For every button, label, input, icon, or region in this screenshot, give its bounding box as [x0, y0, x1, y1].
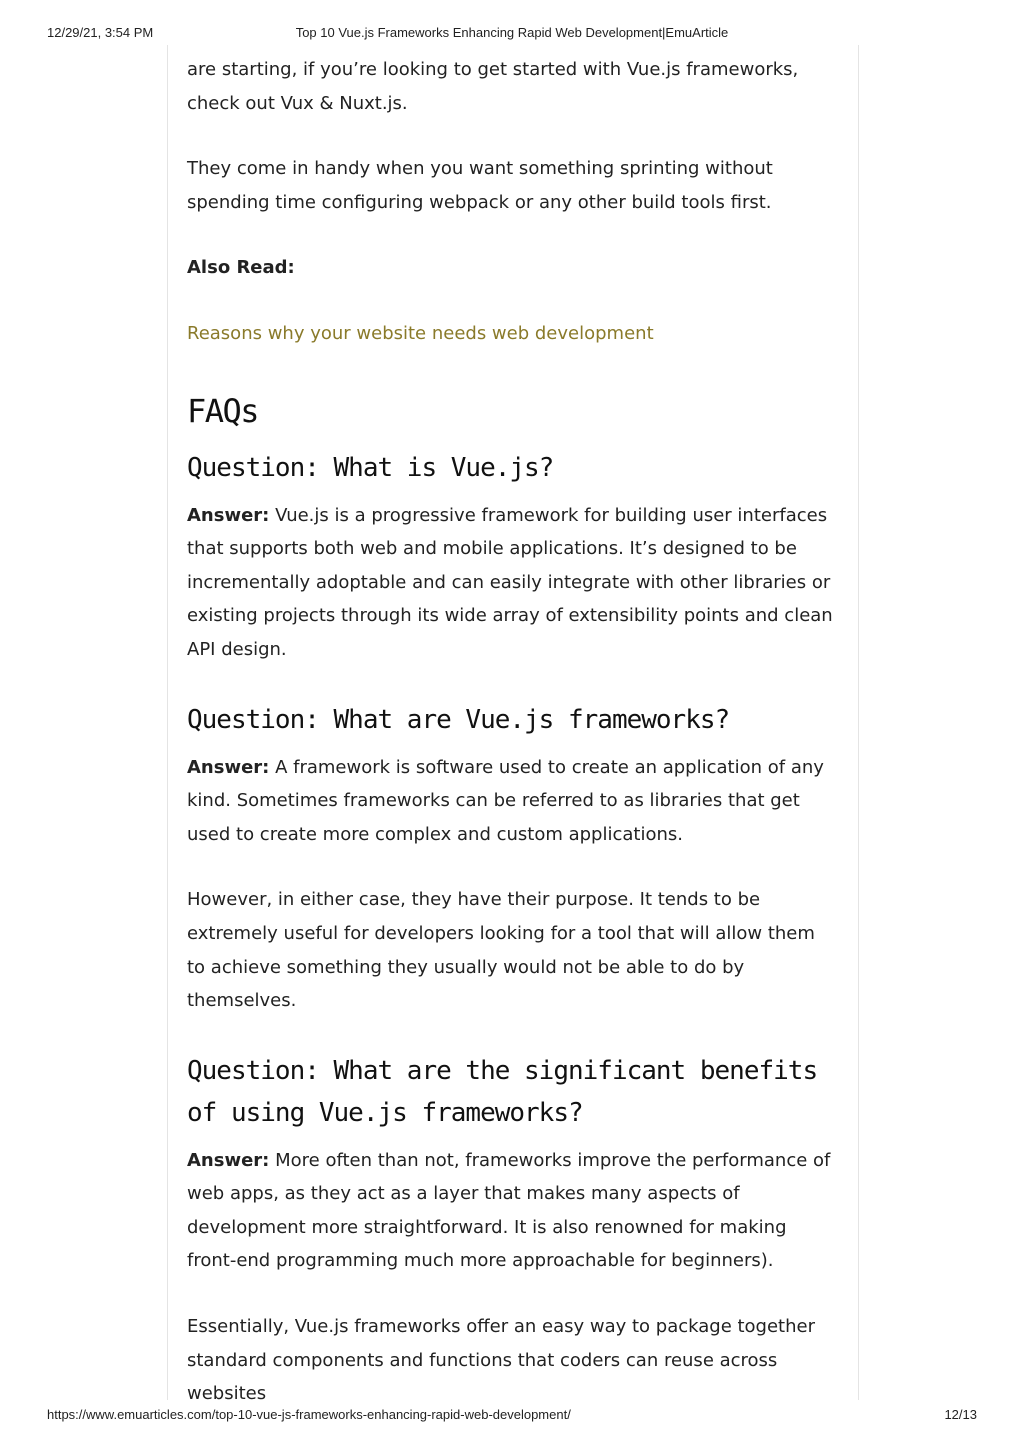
faq-answer [187, 1144, 837, 1278]
print-page-title: Top 10 Vue.js Frameworks Enhancing Rapid Web Development|EmuArticle [295, 25, 729, 40]
also-read-label: Also Read: [187, 257, 295, 279]
answer-label: Answer: [187, 1149, 270, 1171]
answer-text: More often than not, frameworks improve the performance of web apps, as they act as a layer that makes many aspects of development more straightforward. It is also renowned for making front-end programming much more approachable for beginners). [187, 1149, 831, 1272]
faq-question: Question: What is Vue.js? [187, 452, 554, 483]
answer-label: Answer: [187, 504, 270, 526]
faq-question: Question: What are the significant benefits of using Vue.js frameworks? [187, 1055, 818, 1128]
answer-label: Answer: [187, 756, 270, 778]
faq-answer-extra: Essentially, Vue.js frameworks offer an easy way to package together standard components and functions that coders can reuse across websites [187, 1316, 815, 1405]
faq-answer [187, 751, 837, 852]
page-number: 12/13 [944, 1407, 977, 1422]
faq-question: Question: What are Vue.js frameworks? [187, 704, 730, 735]
article-content [187, 53, 837, 1411]
faq-answer [187, 499, 837, 667]
faqs-heading: FAQs [187, 391, 259, 430]
answer-text: Vue.js is a progressive framework for building user interfaces that supports both web and mobile applications. It’s designed to be incrementally adoptable and can easily integrate with other libraries or existing projects through its wide array of extensibility points and clean API design. [187, 504, 833, 660]
intro-paragraph: are starting, if you’re looking to get started with Vue.js frameworks, check out Vux & Nuxt.js. [187, 59, 799, 114]
print-url: https://www.emuarticles.com/top-10-vue-js-frameworks-enhancing-rapid-web-development/ [47, 1407, 571, 1422]
print-datetime: 12/29/21, 3:54 PM [47, 25, 154, 40]
article-column [167, 45, 859, 1405]
answer-text: A framework is software used to create an application of any kind. Sometimes frameworks can be referred to as libraries that get used to create more complex and custom applications. [187, 756, 824, 845]
faq-answer-extra: However, in either case, they have their purpose. It tends to be extremely useful for developers looking for a tool that will allow them to achieve something they usually would not be able to do by themselves. [187, 889, 815, 1012]
intro-paragraph: They come in handy when you want something sprinting without spending time configuring webpack or any other build tools first. [187, 158, 773, 213]
print-header [0, 25, 1024, 43]
also-read-link[interactable]: Reasons why your website needs web development [187, 322, 654, 344]
print-footer [0, 1407, 1024, 1425]
